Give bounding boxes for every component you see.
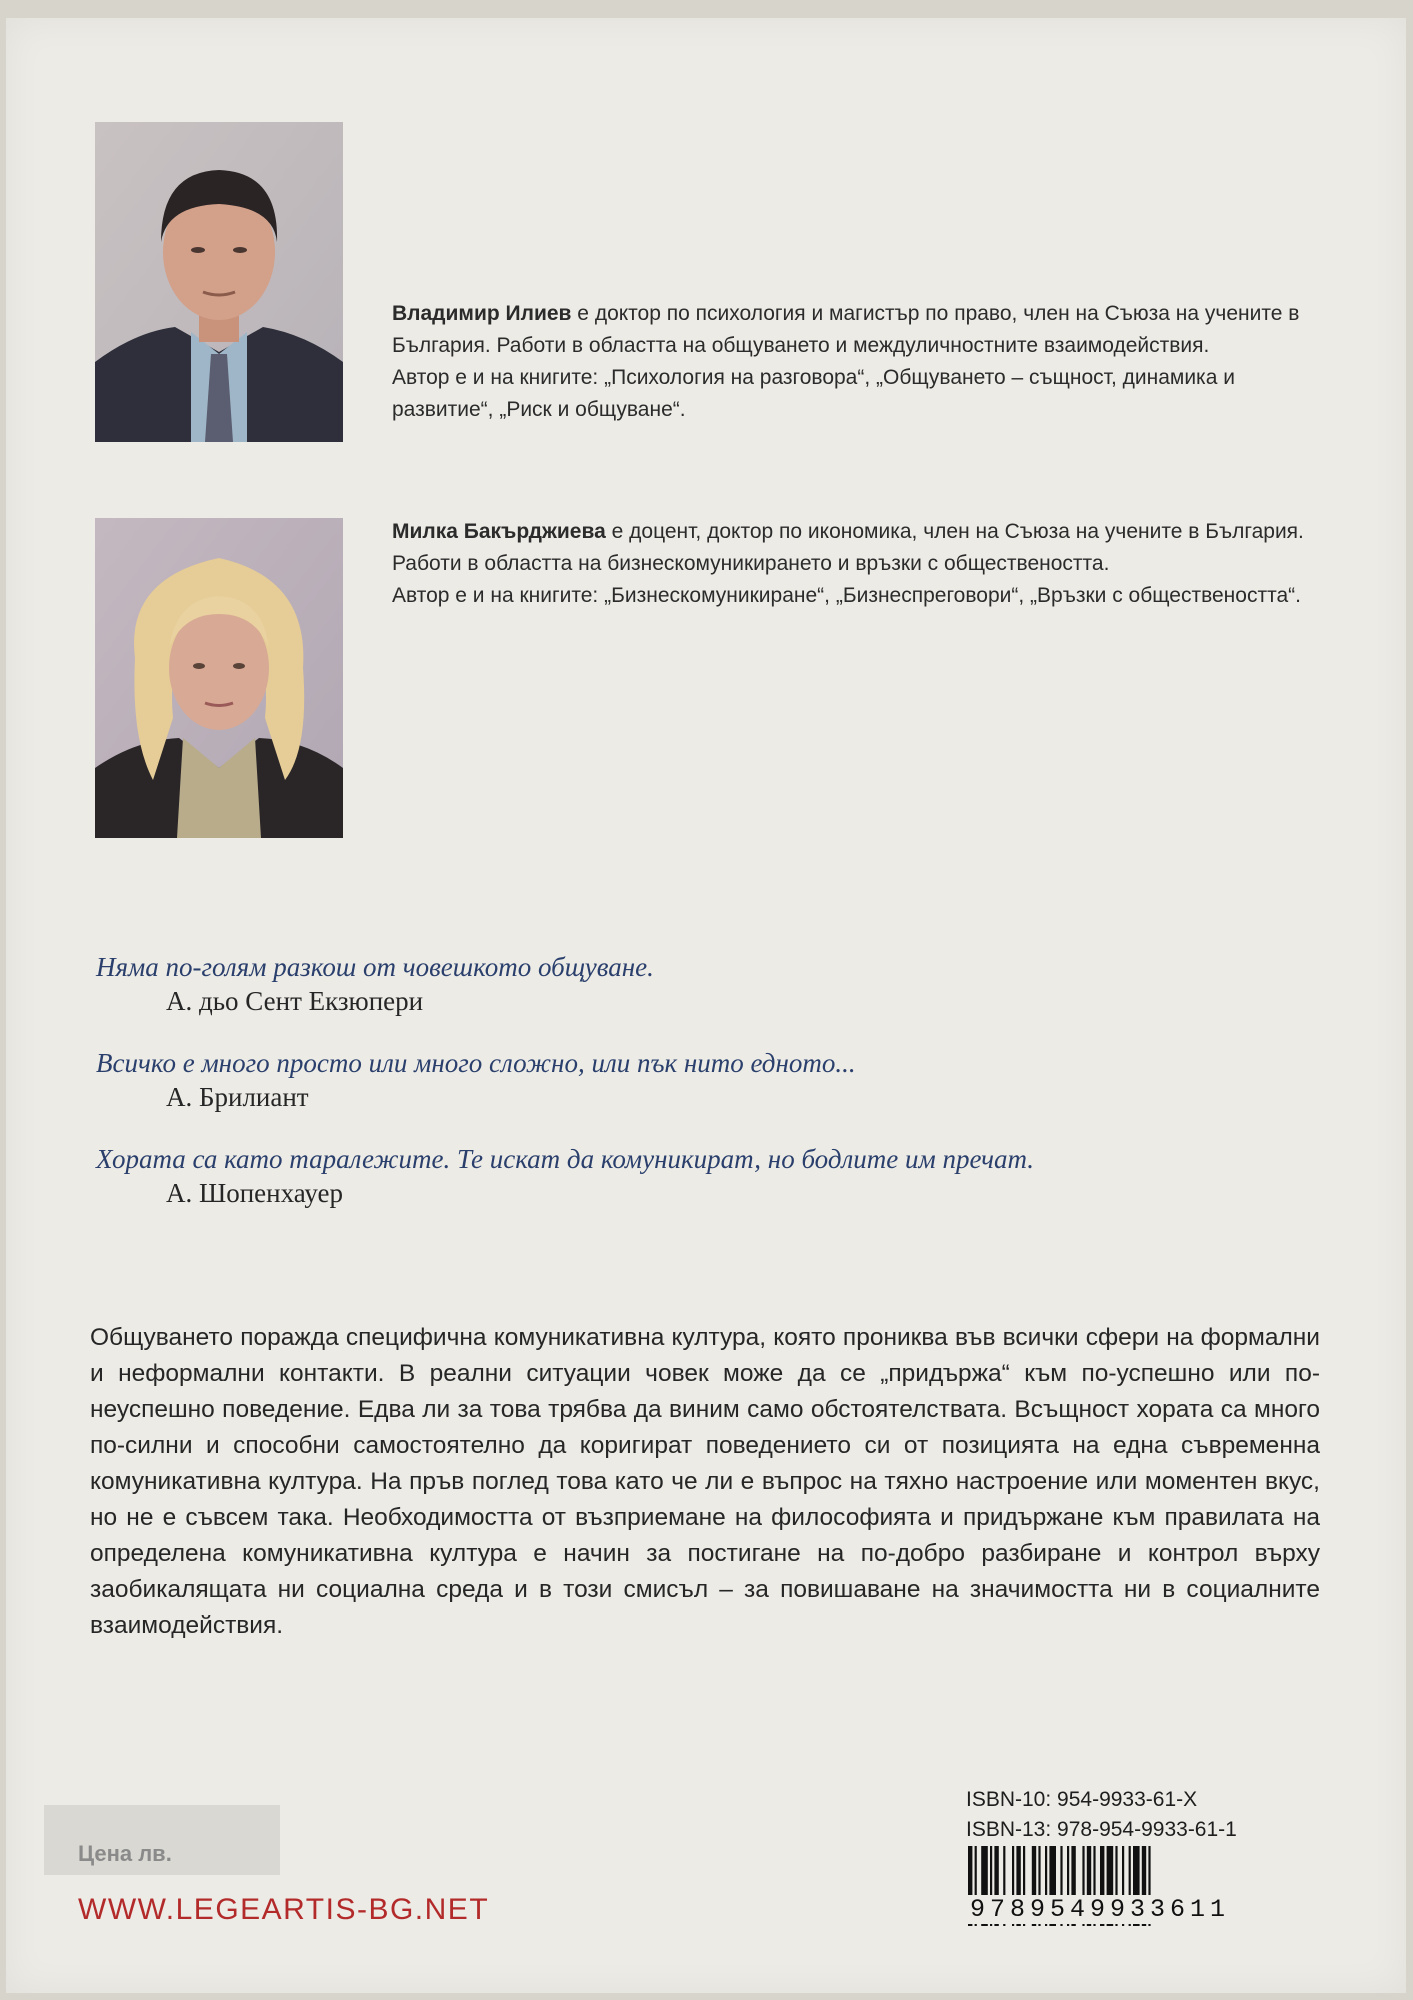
author-bio-2	[392, 516, 1322, 612]
author-name: Милка Бакърджиева	[392, 520, 606, 543]
quote	[96, 950, 1346, 1018]
isbn-10: ISBN-10: 954-9933-61-X	[966, 1788, 1198, 1811]
author-books: Автор е и на книгите: „Бизнескомуникиране“, „Бизнеспреговори“, „Връзки с обществеността“.	[392, 584, 1301, 607]
price-label: Цена лв.	[78, 1841, 172, 1866]
book-description: Общуването поражда специфична комуникативна култура, която прониква във всички сфери на формални и неформални контакти. В реални ситуации човек може да се „придържа“ към по-успешно или по-неуспешно поведение. Едва ли за това трябва да виним само обстоятелствата. Всъщност хората са много по-силни и способни самостоятелно да коригират поведението си от позицията на една съвременна комуникативна култура. На пръв поглед това като че ли е въпрос на тяхно настроение или моментен вкус, но не е съвсем така. Необходимостта от възприемане на философията и придържане към правилата на определена комуникативна култура е начин за постигане на по-добро разбиране и контрол върху заобикалящата ни социална среда и в този смисъл – за повишаване на значимостта ни в социалните взаимодействия.	[90, 1324, 1320, 1639]
author-bio-text: е доцент, доктор по икономика, член на Съюза на учените в България. Работи в областта на бизнескомуникирането и връзки с обществеността.	[392, 520, 1304, 575]
publisher-website: WWW.LEGEARTIS-BG.NET	[78, 1893, 490, 1926]
isbn-13: ISBN-13: 978-954-9933-61-1	[966, 1818, 1237, 1841]
quote-text: Всичко е много просто или много сложно, или пък нито едното...	[96, 1048, 856, 1078]
quote-author: А. Брилиант	[166, 1082, 309, 1112]
isbn-block	[966, 1785, 1296, 1845]
quote-text: Няма по-голям разкош от човешкото общуване.	[96, 952, 654, 982]
quotes-section	[96, 950, 1346, 1238]
author-photo-female	[95, 518, 343, 838]
quote	[96, 1142, 1346, 1210]
author-bio-text: е доктор по психология и магистър по право, член на Съюза на учените в България. Работи в областта на общуването и междуличностните взаимодействия.	[392, 302, 1300, 357]
author-photo-male	[95, 122, 343, 442]
author-bio-1	[392, 298, 1322, 426]
quote	[96, 1046, 1346, 1114]
author-name: Владимир Илиев	[392, 302, 572, 325]
quote-author: А. дьо Сент Екзюпери	[166, 986, 424, 1016]
quote-author: А. Шопенхауер	[166, 1178, 344, 1208]
price-sticker	[44, 1805, 280, 1875]
barcode-digits: 9789549933611	[966, 1895, 1270, 1924]
quote-text: Хората са като таралежите. Те искат да комуникират, но бодлите им пречат.	[96, 1144, 1035, 1174]
author-books: Автор е и на книгите: „Психология на разговора“, „Общуването – същност, динамика и развитие“, „Риск и общуване“.	[392, 366, 1235, 421]
